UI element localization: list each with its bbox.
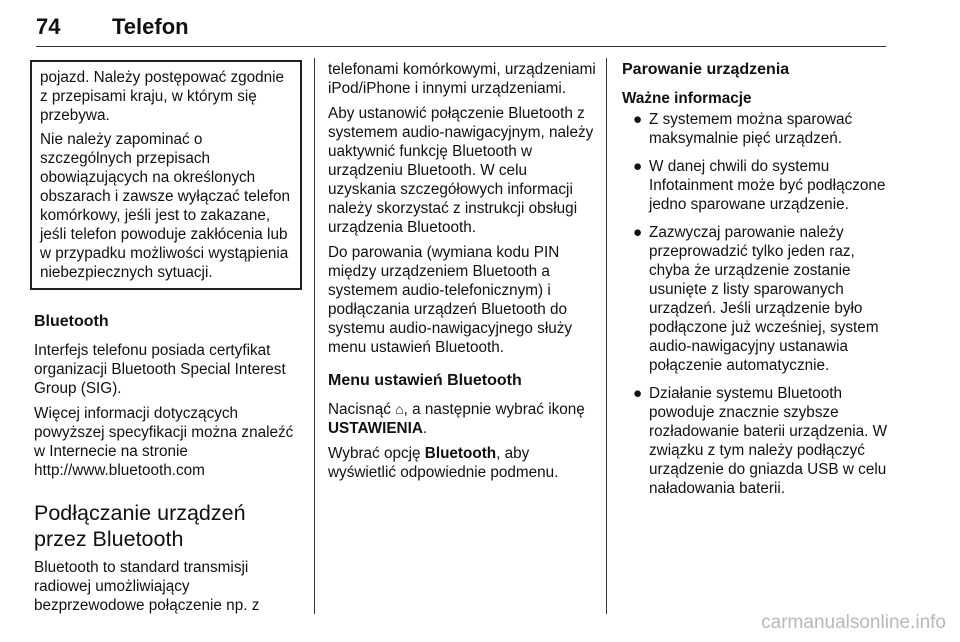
body-paragraph: Do parowania (wymiana kodu PIN między urządzeniem Bluetooth a systemem audio-telefonicznym) i podłączania urządzeń Bluetooth do systemu audio-nawigacyjnego służy menu ustawień Bluetooth. xyxy=(328,244,573,356)
menu-text: , aby wyświetlić odpowiednie podmenu. xyxy=(328,445,559,481)
bluetooth-heading: Bluetooth xyxy=(34,313,109,330)
bluetooth-paragraph: Interfejs telefonu posiada certyfikat organizacji Bluetooth Special Interest Group (SIG). xyxy=(34,342,286,397)
list-item-text: Działanie systemu Bluetooth powoduje znacznie szybsze rozładowanie baterii urządzenia. W związku z tym należy podłączyć urządzenie do gniazda USB w celu naładowania baterii. xyxy=(649,385,888,497)
menu-text: Wybrać opcję xyxy=(328,445,421,462)
bluetooth-option-label: Bluetooth xyxy=(424,445,497,462)
list-item xyxy=(622,157,890,214)
column-divider-1 xyxy=(314,58,315,614)
menu-heading: Menu ustawień Bluetooth xyxy=(328,372,522,389)
pairing-list xyxy=(622,110,890,498)
body-paragraph: telefonami komórkowymi, urządzeniami iPod/iPhone i innymi urządzeniami. xyxy=(328,61,596,97)
menu-text: . xyxy=(422,420,428,437)
list-item-text: W danej chwili do systemu Infotainment może być podłączone jedno sparowane urządzenie. xyxy=(649,158,886,213)
column-right xyxy=(622,60,890,507)
chapter-title: Telefon xyxy=(112,14,189,39)
column-divider-2 xyxy=(606,58,607,614)
list-item xyxy=(622,384,890,498)
list-item-text: Zazwyczaj parowanie należy przeprowadzić tylko jeden raz, chyba że urządzenie zostanie usunięte z listy sparowanych urządzeń. Jeśli urządzenie było podłączone już wcześniej, system audio-nawigacyjny ustanawia połączenie automatycznie. xyxy=(649,224,879,374)
connect-paragraph: Bluetooth to standard transmisji radiowej umożliwiający bezprzewodowe połączenie np. z xyxy=(34,559,260,614)
watermark: carmanualsonline.info xyxy=(761,612,946,633)
menu-paragraph xyxy=(328,444,596,482)
menu-text: , a następnie wybrać ikonę xyxy=(403,401,585,418)
column-left xyxy=(34,60,302,621)
bullet-icon: ● xyxy=(633,385,643,402)
bullet-icon: ● xyxy=(633,158,643,175)
settings-label: USTAWIENIA xyxy=(328,420,423,437)
body-paragraph: Aby ustanowić połączenie Bluetooth z systemem audio-nawigacyjnym, należy uaktywnić funkcję Bluetooth w urządzeniu Bluetooth. W celu uzyskania szczegółowych informacji należy skorzystać z instrukcji obsługi urządzenia Bluetooth. xyxy=(328,105,594,236)
warning-paragraph: Nie należy zapominać o szczególnych przepisach obowiązujących na określonych obszarach i zawsze wyłączać telefon komórkowy, jeśli jest to zakazane, jeśli telefon powoduje zakłócenia lub w przypadku możliwości wystąpienia niebezpiecznych sytuacji. xyxy=(40,131,290,281)
warning-box xyxy=(30,60,302,290)
column-middle xyxy=(328,60,596,488)
bullet-icon: ● xyxy=(633,111,643,128)
list-item xyxy=(622,110,890,148)
header-rule xyxy=(36,46,886,47)
menu-text: Nacisnąć xyxy=(328,401,391,418)
pairing-heading: Parowanie urządzenia xyxy=(622,61,790,78)
bluetooth-paragraph: Więcej informacji dotyczących powyższej specyfikacji można znaleźć w Internecie na stronie http://www.bluetooth.com xyxy=(34,405,294,479)
menu-paragraph xyxy=(328,400,596,438)
connect-heading: Podłączanie urządzeń przez Bluetooth xyxy=(34,501,246,551)
warning-paragraph: pojazd. Należy postępować zgodnie z przepisami kraju, w którym się przebywa. xyxy=(40,69,285,124)
home-icon: ⌂ xyxy=(395,401,404,417)
list-item xyxy=(622,223,890,375)
list-item-text: Z systemem można sparować maksymalnie pięć urządzeń. xyxy=(649,111,853,147)
page-number: 74 xyxy=(36,14,61,39)
important-subheading: Ważne informacje xyxy=(622,90,752,107)
bullet-icon: ● xyxy=(633,224,643,241)
